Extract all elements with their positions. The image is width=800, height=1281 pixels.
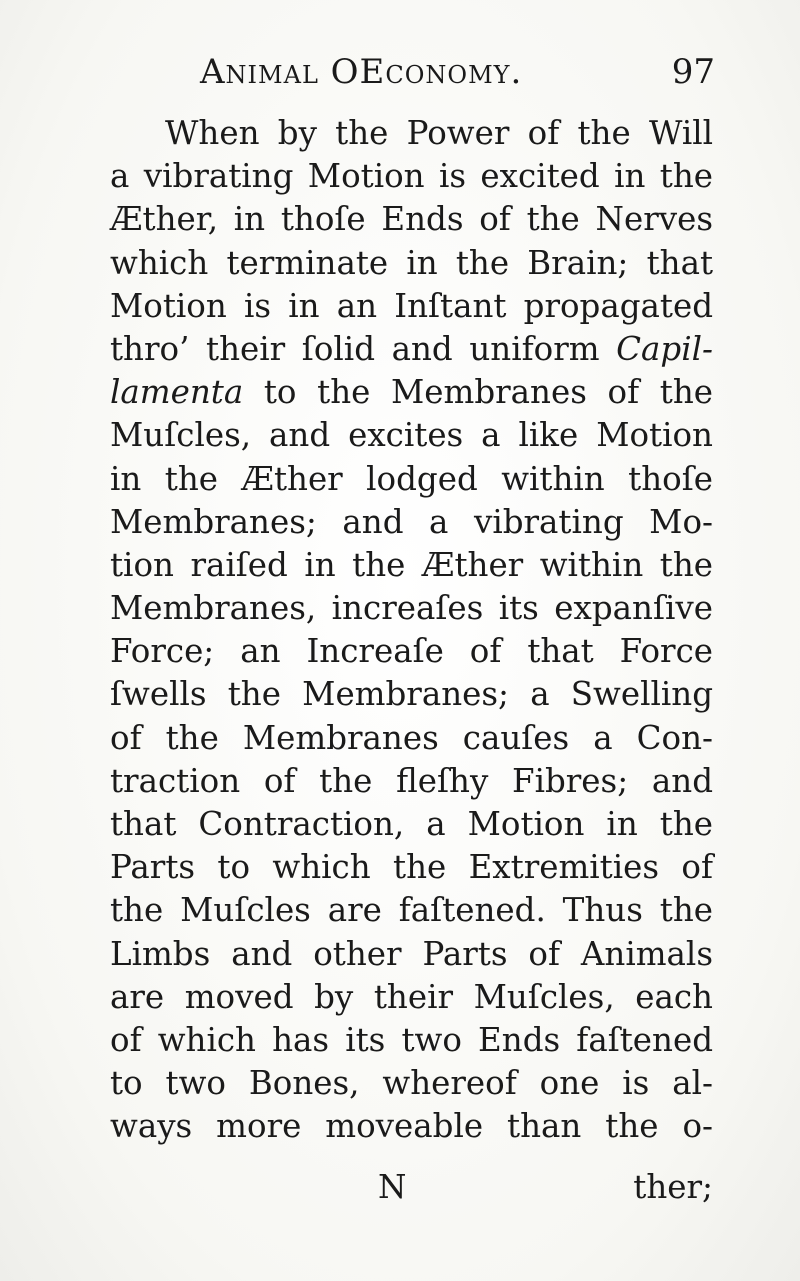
text-segment: to the Membranes of the [263, 373, 713, 412]
text-line: of which has its two Ends faſtened [110, 1020, 713, 1059]
text-line: in the Æther lodged within thoſe [110, 459, 713, 498]
italic-word: lamenta [110, 373, 244, 412]
text-line: Limbs and other Parts of Animals [110, 934, 713, 973]
text-line: that Contraction, a Motion in the [110, 805, 713, 843]
text-line: Æther, in thoſe Ends of the Nerves [110, 200, 713, 239]
text-line: a vibrating Motion is excited in the [110, 157, 713, 196]
text-line [110, 371, 713, 414]
text-line: traction of the fleſhy Fibres; and [110, 761, 713, 800]
body-text [110, 112, 713, 1149]
page-footer [110, 1168, 713, 1213]
running-title: Animal OEconomy. [200, 52, 523, 92]
text-line: are moved by their Muſcles, each [110, 977, 713, 1016]
text-line: tion raiſed in the Æther within the [110, 545, 713, 584]
page-number: 97 [671, 52, 715, 92]
page-header [200, 52, 715, 102]
signature-mark: N [378, 1168, 407, 1206]
text-line: the Muſcles are faſtened. Thus the [110, 891, 713, 930]
catchword: ther; [633, 1168, 713, 1206]
text-line: Force; an Increaſe of that Force [110, 632, 713, 671]
italic-word: Capil- [616, 329, 713, 368]
text-line: Membranes; and a vibrating Mo- [110, 502, 713, 541]
text-line [110, 328, 713, 371]
text-line: Parts to which the Extremities of [110, 848, 713, 887]
text-line: When by the Power of the Will [165, 114, 713, 152]
text-line: to two Bones, whereof one is al- [110, 1064, 713, 1103]
text-line: Muſcles, and excites a like Motion [110, 416, 713, 455]
text-line: Membranes, increaſes its expanſive [110, 589, 713, 628]
text-line: ways more moveable than the o- [110, 1107, 713, 1146]
text-line: Motion is in an Inſtant propagated [110, 286, 713, 325]
text-line: which terminate in the Brain; that [110, 243, 713, 282]
text-line: of the Membranes cauſes a Con- [110, 718, 713, 757]
text-segment: thro’ their ſolid and uniform [110, 329, 617, 368]
text-line: ſwells the Membranes; a Swelling [110, 675, 713, 714]
